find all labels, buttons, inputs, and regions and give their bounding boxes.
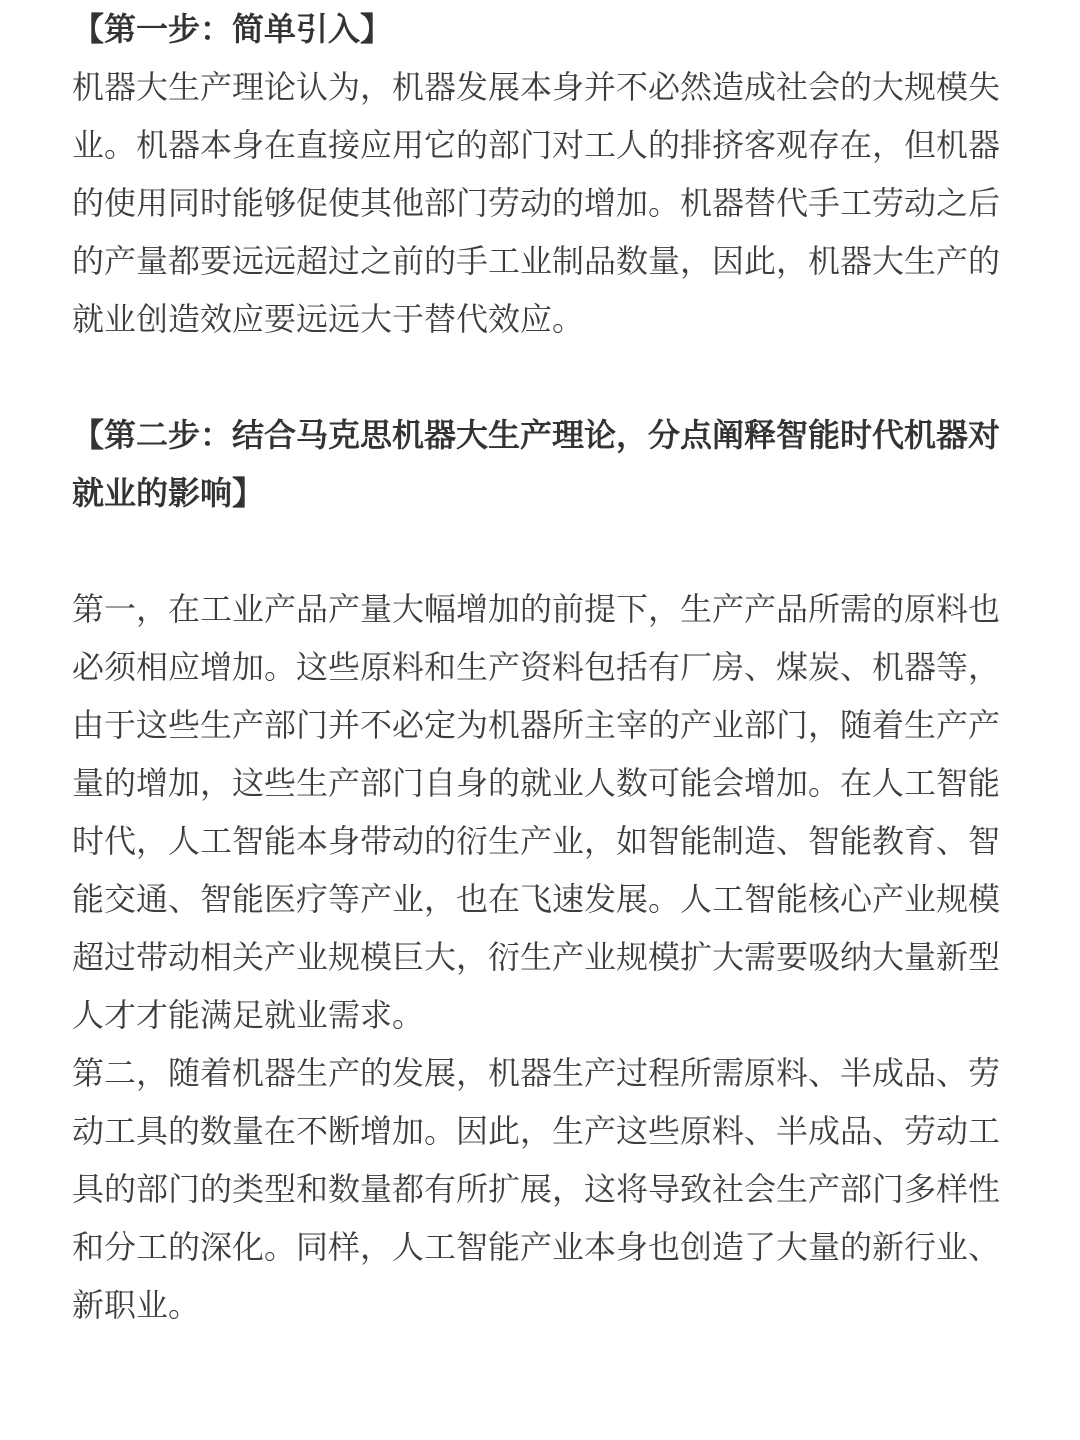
step2-point-1: 第一，在工业产品产量大幅增加的前提下，生产产品所需的原料也必须相应增加。这些原料和生产资料包括有厂房、煤炭、机器等，由于这些生产部门并不必定为机器所主宰的产业部门，随着生产产量的增加，这些生产部门自身的就业人数可能会增加。在人工智能时代，人工智能本身带动的衍生产业，如智能制造、智能教育、智能交通、智能医疗等产业，也在飞速发展。人工智能核心产业规模超过带动相关产业规模巨大，衍生产业规模扩大需要吸纳大量新型人才才能满足就业需求。: [72, 590, 1001, 1034]
step2-point-2: 第二，随着机器生产的发展，机器生产过程所需原料、半成品、劳动工具的数量在不断增加。因此，生产这些原料、半成品、劳动工具的部门的类型和数量都有所扩展，这将导致社会生产部门多样性和分工的深化。同样，人工智能产业本身也创造了大量的新行业、新职业。: [72, 1054, 1001, 1324]
step2-heading: 【第二步：结合马克思机器大生产理论，分点阐释智能时代机器对就业的影响】: [72, 416, 1001, 512]
step1-heading: 【第一步：简单引入】: [72, 10, 393, 48]
step1-body: 机器大生产理论认为，机器发展本身并不必然造成社会的大规模失业。机器本身在直接应用它的部门对工人的排挤客观存在，但机器的使用同时能够促使其他部门劳动的增加。机器替代手工劳动之后的产量都要远远超过之前的手工业制品数量，因此，机器大生产的就业创造效应要远远大于替代效应。: [72, 68, 1001, 338]
document-page: [72, 0, 1012, 1334]
